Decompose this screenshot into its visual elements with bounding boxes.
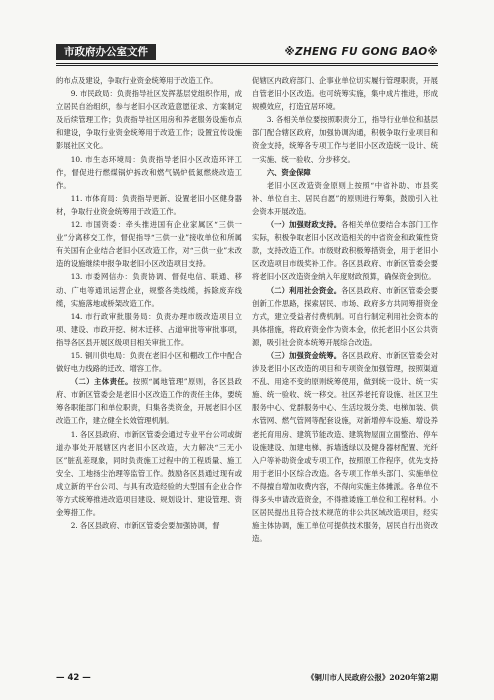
paragraph [252, 284, 438, 349]
paragraph: 老旧小区改造资金原则上按照“中省补助、市县奖补、单位自主、居民自愿”的原则进行筹集，鼓励引入社会资本开展改造。 [252, 180, 438, 216]
footer-journal-title: 《铜川市人民政府公报》2020年第2期 [306, 673, 438, 682]
paragraph: 11. 市体育局：负责指导更新、设置老旧小区健身器材，争取行业资金统筹用于改造工作。 [56, 193, 242, 216]
paragraph-lead: （二）主体责任。 [70, 377, 133, 387]
paragraph-text: 各区县政府、市新区管委会对涉及老旧小区改造的项目和专项资金加强管理，按照渠道不乱、用途不变的原则统筹使用，做到统一设计、统一实施、统一验收、统一移交。社区养老托育设施、社区卫生服务中心、党群服务中心、生活垃圾分类、电梯加装、供水管网、燃气管网等配套设施，对新增停车设施、增设养老托育用房、建筑节能改造、建筑物屋面立面整治、停车设施建设、加建电梯、拆墙透绿以及健身器材配置、光纤入户等补助资金或专项工作，按照原工作程序，优先支持用于老旧小区综合改造。各专项工作单头部门、实施单位不得擅自增加收费内容，不得向实施主体摊派。各单位不得多头申请改造资金，不得推诿施工单位和工程材料。小区居民提出且符合技术规范的非公共区域改造项目，经实施主体协调，施工单位可提供技术服务，居民自行出资改造。 [252, 350, 438, 544]
paragraph [252, 218, 438, 283]
paragraph: 13. 市委网信办：负责协调、督促电信、联通、移动、广电等通讯运营企业，规整各类线缆，拆除废弃线缆，实施落地或桥架改造工作。 [56, 272, 242, 308]
paragraph: 促辖区内政府部门、企事业单位切实履行管理职责，开展自管老旧小区改造。也可统筹实施，集中成片推进，形成规模效应，打造宜居环境。 [252, 76, 438, 112]
page-header [56, 44, 438, 60]
paragraph: 1. 各区县政府、市新区管委会通过专业平台公司或街道办事处开展辖区内老旧小区改造，大力解决“三无小区”脏乱差现象，同时负责施工过程中的工程质量、施工安全、工地扬尘治理等监管工作。鼓励各区县通过现有或成立新的平台公司、与具有改造经验的大型国有企业合作等方式统筹推进改造项目建设、规划设计、建设管理、资金筹措工作。 [56, 429, 242, 518]
paragraph-text: 各区县政府、市新区管委会要创新工作思路，探索居民、市场、政府多方共同筹措资金方式，建立受益者付费机制。可自行制定利用社会资本的具体措施，将政府资金作为资本金，依托老旧小区公共资源，吸引社会资本统筹开展综合改造。 [252, 285, 438, 347]
paragraph: 2. 各区县政府、市新区管委会要加强协调，督 [70, 521, 220, 531]
journal-banner: ※ZHENG FU GONG BAO※ [284, 46, 438, 58]
paragraph-text: 按照“属地管理”原则，各区县政府、市新区管委会是老旧小区改造工作的责任主体，要统筹各职能部门和单位职责，归集各类资金，开展老旧小区改造工作，建立健全长效管理机制。 [56, 377, 242, 426]
paragraph: 9. 市民政局：负责指导社区发挥基层党组织作用，成立居民自治组织，参与老旧小区改造意愿征求、方案制定及后续管理工作；负责指导社区用房和养老服务设施布点和建设，争取行业资金统筹用于改造工作；设置宜传设施影展社区文化。 [56, 89, 242, 151]
paragraph: 3. 各相关单位要按照职责分工，指导行业单位和基层部门配合辖区政府，加强协调沟通，积极争取行业项目和资金支持，统筹各专项工作与老旧小区改造统一设计、统一实施、统一验收、分步移交。 [252, 115, 438, 164]
left-column [56, 74, 242, 646]
paragraph-lead: （三）加强资金统筹。 [266, 350, 342, 360]
paragraph: 15. 铜川供电局：负责在老旧小区和棚改工作中配合做好电力线路的迁改、增容工作。 [56, 350, 242, 374]
paragraph [56, 375, 242, 427]
paragraph [252, 349, 438, 545]
paragraph: 12. 市国资委：牵头推进国有企业家属区“三供一业”分离移交工作，督促指导“三供一业”接收单位和所属有关国有企业结合老旧小区改造工作，对“三供一业”未改造的设施继续申报争取老旧小区改造项目支持。 [56, 220, 242, 269]
right-column [252, 74, 438, 646]
paragraph-lead: （二）利用社会资金。 [266, 285, 342, 295]
paragraph: 六、资金保障 [266, 167, 311, 177]
paragraph-lead: （一）加强财政支持。 [266, 220, 342, 230]
paragraph: 14. 市行政审批服务局：负责办理市级改造项目立项、建设、市政开挖、树木迁移、占道审批等审批事项，指导各区县开展区级项目相关审批工作。 [56, 311, 242, 347]
header-rule [56, 63, 438, 66]
paragraph: 10. 市生态环境局：负责指导老旧小区改造环评工作，督促进行燃煤锅炉拆改和燃气锅炉低氮燃烧改造工作。 [56, 154, 242, 190]
section-tab: 市政府办公室文件 [56, 44, 156, 60]
page-number: — 42 — [56, 673, 91, 683]
paragraph: 的布点及建设，争取行业资金统筹用于改造工作。 [56, 76, 218, 85]
paragraph-text: 各相关单位要结合本部门工作实际，积极争取老旧小区改造相关的中省资金和政策性贷款，支持改造工作。市级财政积极筹措资金，用于老旧小区改造项目市级奖补工作。各区县政府、市新区管委会要将老旧小区改造资金纳入年度财政预算，确保资金到位。 [252, 220, 438, 282]
body-columns [56, 74, 438, 646]
